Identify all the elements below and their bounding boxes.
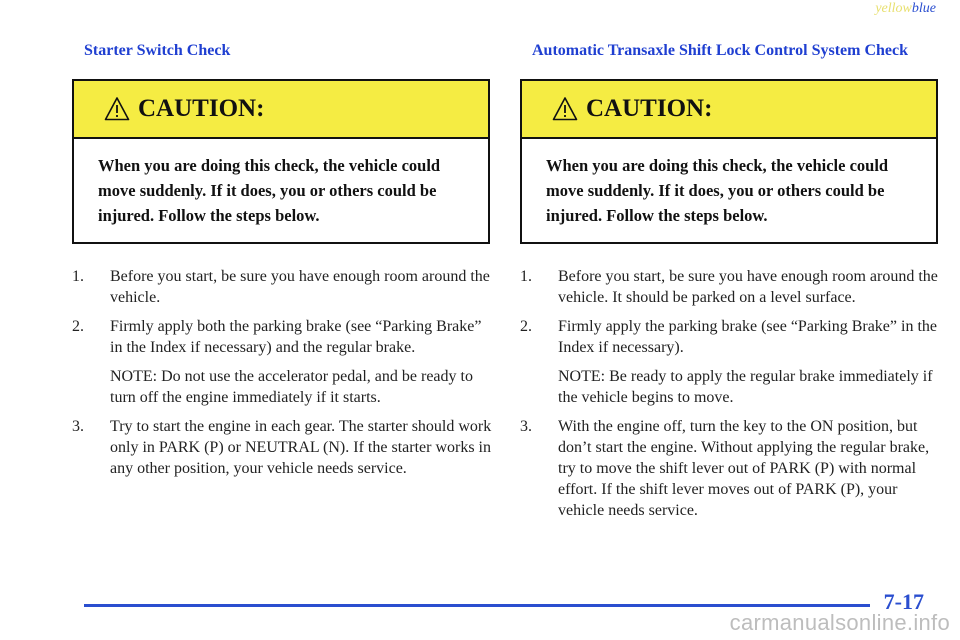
list-item: [520, 266, 940, 308]
step-text: With the engine off, turn the key to the ON position, but don’t start the engine. Without applying the regular brake, try to move the shift lever out of PARK (P) with normal effort. If the shift lever moves out of PARK (P), your vehicle needs service.: [558, 418, 930, 519]
list-item: [72, 416, 492, 479]
warning-triangle-icon: [552, 96, 578, 122]
color-tag: [875, 1, 936, 17]
caution-label: CAUTION:: [586, 95, 713, 122]
step-text: Before you start, be sure you have enough room around the vehicle.: [110, 268, 490, 306]
steps-list: [520, 266, 940, 521]
caution-box: [520, 79, 938, 244]
caution-text: When you are doing this check, the vehicle could move suddenly. If it does, you or others could be injured. Follow the steps below.: [98, 156, 441, 225]
caution-label: CAUTION:: [138, 95, 265, 122]
caution-header: [74, 81, 488, 139]
step-text: Firmly apply the parking brake (see “Parking Brake” in the Index if necessary).: [558, 318, 937, 356]
right-column: [520, 40, 940, 529]
list-item: [72, 316, 492, 358]
steps-list: [72, 266, 492, 479]
caution-box: [72, 79, 490, 244]
step-text: Try to start the engine in each gear. The starter should work only in PARK (P) or NEUTRAL (N). If the starter works in any other position, your vehicle needs service.: [110, 418, 492, 477]
step-number: 2.: [72, 318, 84, 335]
caution-header: [522, 81, 936, 139]
step-number: 3.: [72, 418, 84, 435]
section-title-starter-switch: Starter Switch Check: [84, 42, 231, 59]
step-number: 1.: [520, 268, 532, 285]
list-item: [520, 416, 940, 521]
list-item: [72, 266, 492, 308]
list-item: [520, 316, 940, 358]
footer-rule: [84, 604, 870, 607]
watermark: carmanualsonline.info: [729, 610, 950, 635]
step-number: 3.: [520, 418, 532, 435]
warning-triangle-icon: [104, 96, 130, 122]
note-text: NOTE: Be ready to apply the regular brake immediately if the vehicle begins to move.: [558, 368, 933, 406]
step-text: Firmly apply both the parking brake (see “Parking Brake” in the Index if necessary) and the regular brake.: [110, 318, 482, 356]
section-title-shift-lock: Automatic Transaxle Shift Lock Control System Check: [532, 42, 908, 59]
page-number: 7-17: [883, 589, 924, 614]
caution-text: When you are doing this check, the vehicle could move suddenly. If it does, you or others could be injured. Follow the steps below.: [546, 156, 889, 225]
step-number: 1.: [72, 268, 84, 285]
left-column: [72, 40, 492, 487]
step-text: Before you start, be sure you have enough room around the vehicle. It should be parked on a level surface.: [558, 268, 938, 306]
color-tag-yellow: yellow: [875, 1, 912, 16]
step-number: 2.: [520, 318, 532, 335]
note-text: NOTE: Do not use the accelerator pedal, and be ready to turn off the engine immediately if it starts.: [110, 368, 473, 406]
color-tag-blue: blue: [911, 1, 936, 16]
